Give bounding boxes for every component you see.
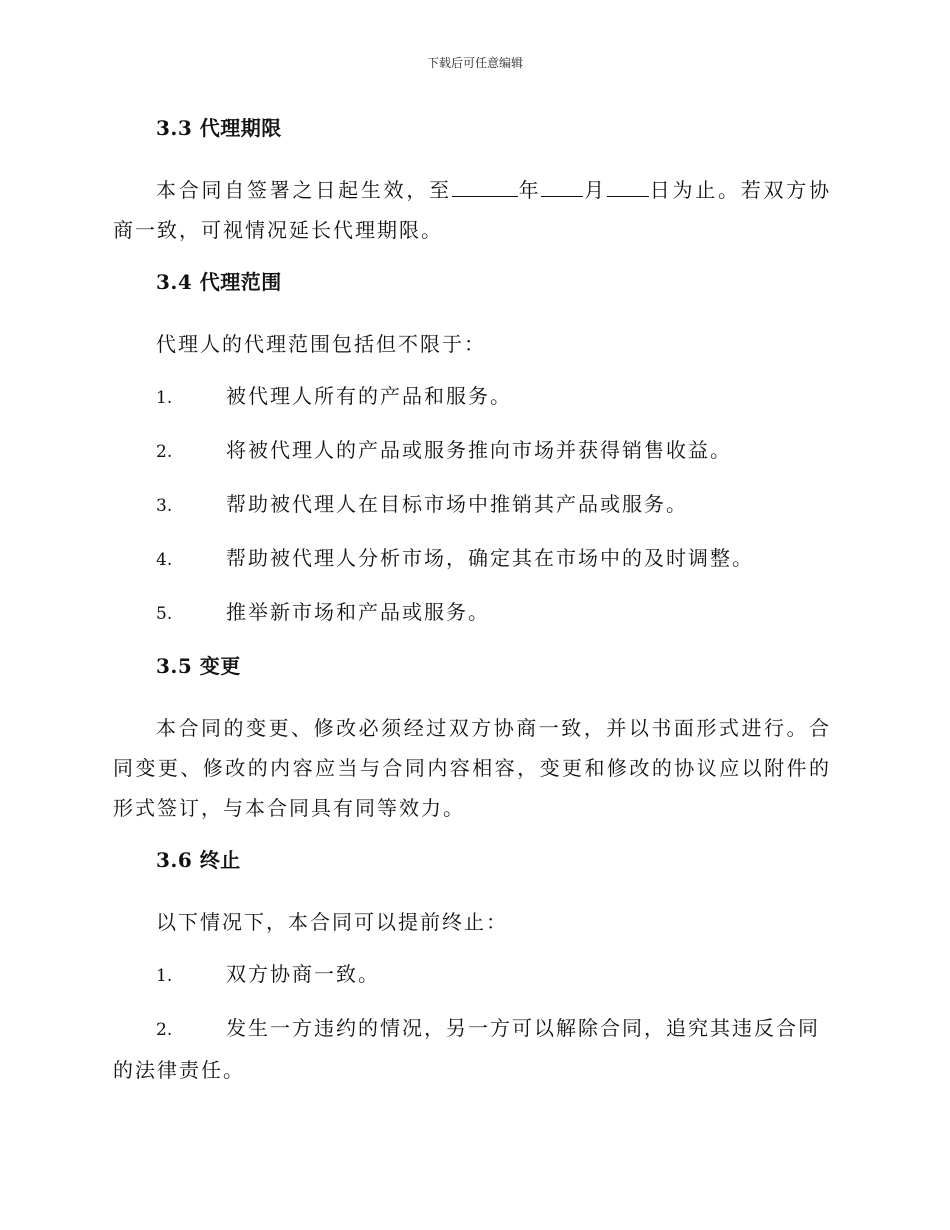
page-header: 下载后可任意编辑 — [426, 56, 523, 70]
term-text-1: 本合同自签署之日起生效，至 — [156, 178, 452, 202]
change-paragraph: 本合同的变更、修改必须经过双方协商一致，并以书面形式进行。合同变更、修改的内容应当与合同内容相容，变更和修改的协议应以附件的形式签订，与本合同具有同等效力。 — [113, 716, 831, 820]
year-label: 年 — [517, 178, 542, 202]
list-item — [113, 484, 831, 526]
list-item-text: 推举新市场和产品或服务。 — [226, 600, 490, 624]
list-item-text: 发生一方违约的情况，另一方可以解除合同，追究其违反合同的法律责任。 — [113, 1016, 820, 1082]
month-blank[interactable] — [541, 170, 583, 197]
list-item-number: 1. — [156, 966, 173, 986]
list-item-number: 1. — [156, 388, 173, 408]
list-item-number: 2. — [156, 1020, 173, 1040]
list-item — [113, 430, 831, 472]
year-blank[interactable] — [452, 170, 518, 197]
list-item-number: 5. — [156, 604, 173, 624]
list-item-text: 被代理人所有的产品和服务。 — [226, 384, 512, 408]
list-item-text: 双方协商一致。 — [226, 962, 380, 986]
term-text-2: 日为止。若双方协商一致，可视情况延长代理期限。 — [113, 178, 832, 242]
list-item — [113, 592, 831, 634]
list-item — [113, 1008, 831, 1090]
scope-intro: 代理人的代理范围包括但不限于： — [156, 332, 486, 356]
list-item-text: 帮助被代理人在目标市场中推销其产品或服务。 — [226, 492, 688, 516]
section-heading-3-6: 3.6 终止 — [156, 848, 241, 872]
term-paragraph — [113, 170, 831, 250]
list-item-number: 2. — [156, 442, 173, 462]
list-item-text: 将被代理人的产品或服务推向市场并获得销售收益。 — [226, 438, 732, 462]
document-body — [113, 108, 831, 1102]
list-item-number: 3. — [156, 496, 173, 516]
section-heading-3-3: 3.3 代理期限 — [156, 116, 282, 140]
list-item — [113, 538, 831, 580]
list-item — [113, 376, 831, 418]
month-label: 月 — [583, 178, 607, 202]
list-item-text: 帮助被代理人分析市场，确定其在市场中的及时调整。 — [226, 546, 754, 570]
list-item-number: 4. — [156, 550, 173, 570]
termination-intro: 以下情况下，本合同可以提前终止： — [156, 910, 508, 934]
list-item — [113, 954, 831, 996]
section-heading-3-4: 3.4 代理范围 — [156, 270, 282, 294]
section-heading-3-5: 3.5 变更 — [156, 654, 241, 678]
day-blank[interactable] — [607, 170, 649, 197]
